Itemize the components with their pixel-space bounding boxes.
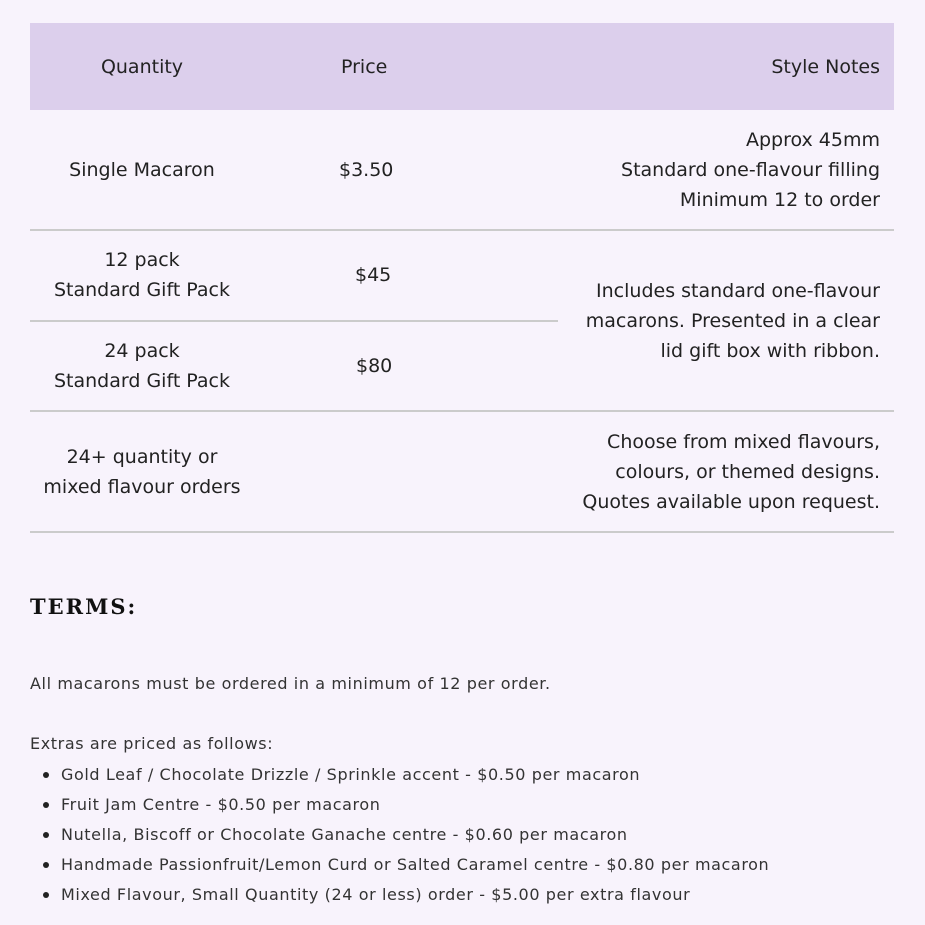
- list-item: Nutella, Biscoff or Chocolate Ganache centre - $0.60 per macaron: [30, 820, 769, 850]
- pack12-price: $45: [355, 264, 392, 286]
- pack24-quantity: 24 pack Standard Gift Pack: [53, 340, 231, 392]
- header-style-notes: Style Notes: [771, 56, 880, 78]
- minimum-order-text: All macarons must be ordered in a minimum of 12 per order.: [30, 674, 551, 693]
- pricing-table: [30, 23, 894, 513]
- bullet-icon: [43, 802, 49, 808]
- bullet-icon: [43, 892, 49, 898]
- row-divider: [30, 531, 894, 533]
- list-item: Handmade Passionfruit/Lemon Curd or Salted Caramel centre - $0.80 per macaron: [30, 850, 769, 880]
- extras-intro: Extras are priced as follows:: [30, 734, 274, 753]
- bullet-icon: [43, 832, 49, 838]
- bullet-icon: [43, 862, 49, 868]
- table-header: [30, 23, 894, 110]
- mixed-notes: Choose from mixed flavours, colours, or themed designs. Quotes available upon request.: [582, 431, 880, 513]
- list-item: Fruit Jam Centre - $0.50 per macaron: [30, 790, 769, 820]
- mixed-quantity: 24+ quantity or mixed flavour orders: [43, 446, 241, 498]
- bullet-icon: [43, 772, 49, 778]
- terms-heading: TERMS:: [30, 594, 138, 619]
- row-divider: [30, 320, 558, 322]
- row-divider: [30, 229, 894, 231]
- single-price: $3.50: [339, 159, 394, 181]
- pack24-price: $80: [356, 355, 393, 377]
- pack-notes: Includes standard one-flavour macarons. Presented in a clear lid gift box with ribbon.: [585, 280, 880, 362]
- single-notes: Approx 45mm Standard one-flavour filling Minimum 12 to order: [621, 129, 880, 211]
- list-item: Mixed Flavour, Small Quantity (24 or less) order - $5.00 per extra flavour: [30, 880, 769, 910]
- list-item: Gold Leaf / Chocolate Drizzle / Sprinkle accent - $0.50 per macaron: [30, 760, 769, 790]
- header-price: Price: [341, 56, 388, 78]
- single-quantity: Single Macaron: [69, 159, 215, 181]
- row-divider: [30, 410, 894, 412]
- header-quantity: Quantity: [100, 56, 184, 78]
- extras-list: [30, 760, 769, 910]
- pack12-quantity: 12 pack Standard Gift Pack: [53, 249, 231, 301]
